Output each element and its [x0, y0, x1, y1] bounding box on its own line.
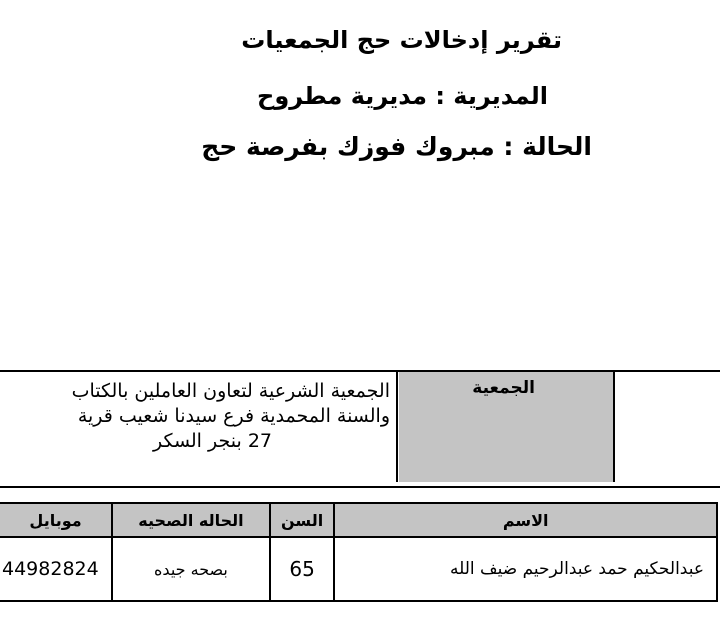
- table-header-row: [0, 503, 717, 537]
- name-cell: عبدالحكيم حمد عبدالرحيم ضيف الله: [334, 537, 717, 601]
- association-name-line: 27 بنجر السكر: [152, 430, 272, 452]
- header-health-status: الحاله الصحيه: [112, 503, 270, 537]
- report-title: تقرير إدخالات حج الجمعيات: [241, 26, 562, 54]
- association-name-line: والسنة المحمدية فرع سيدنا شعيب قرية: [77, 405, 390, 427]
- association-label: الجمعية: [472, 378, 535, 398]
- mobile-cell: 44982824: [0, 537, 112, 601]
- status-line: الحالة : مبروك فوزك بفرصة حج: [201, 132, 592, 161]
- association-empty-cell: [617, 372, 720, 482]
- age-cell: 65: [270, 537, 335, 601]
- header-mobile: موبايل: [0, 503, 112, 537]
- header-name: الاسم: [334, 503, 717, 537]
- association-name-cell: [0, 372, 398, 482]
- table-row: [0, 537, 717, 601]
- directorate-line: المديرية : مديرية مطروح: [257, 82, 548, 110]
- health-status-cell: بصحه جيده: [112, 537, 270, 601]
- header-age: السن: [270, 503, 335, 537]
- person-table: [0, 502, 718, 602]
- association-name-line: الجمعية الشرعية لتعاون العاملين بالكتاب: [71, 380, 390, 402]
- association-label-cell: [399, 372, 615, 482]
- association-top-band: [0, 352, 720, 372]
